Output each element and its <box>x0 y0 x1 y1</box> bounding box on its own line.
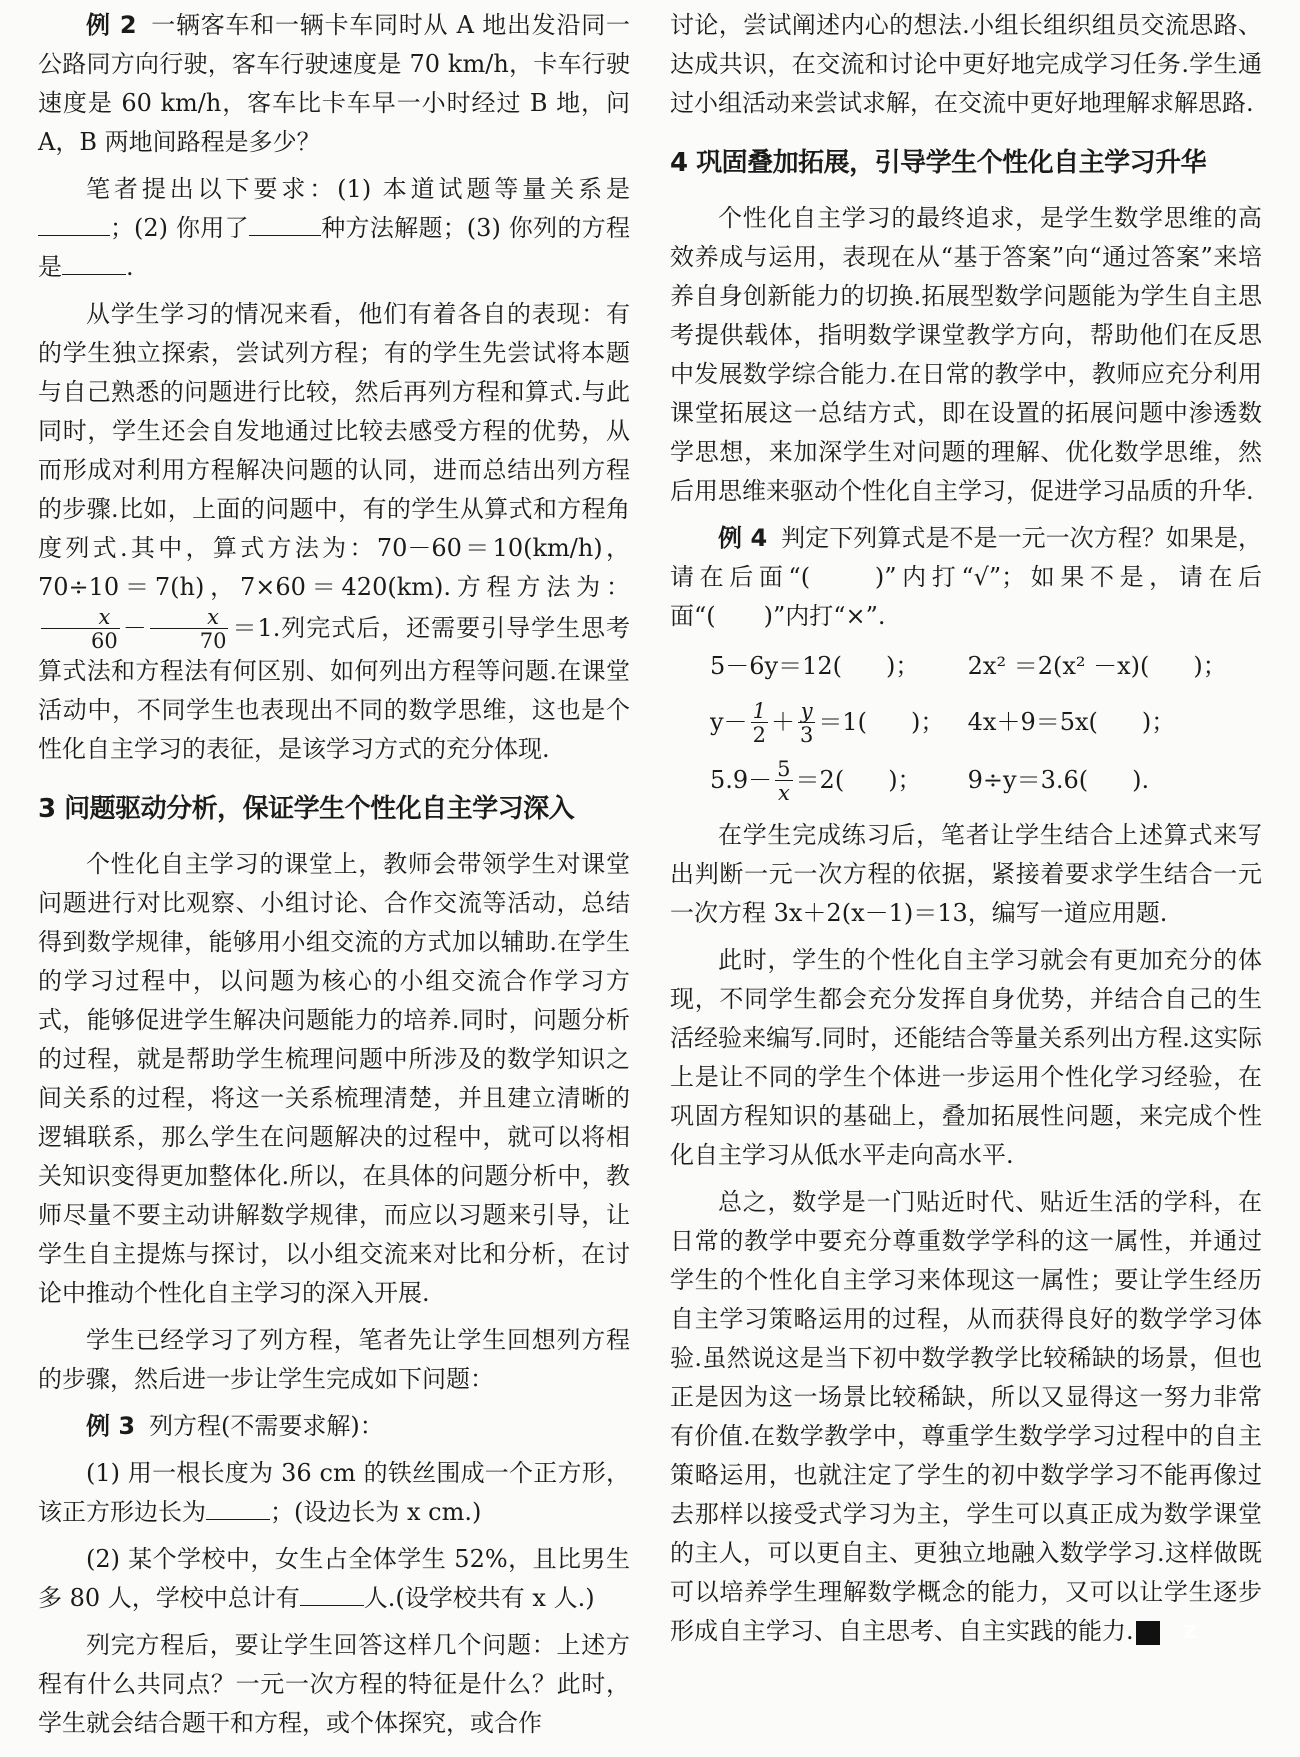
example-2 <box>38 6 630 162</box>
equals-one: ＝1. <box>231 614 281 642</box>
equation-2a <box>710 700 960 746</box>
requirements-text-1: 笔者提出以下要求：(1) 本道试题等量关系是 <box>86 175 630 203</box>
fraction <box>751 701 768 746</box>
fraction-denominator: 70 <box>150 628 229 652</box>
fraction-denominator: 60 <box>41 628 120 652</box>
paren-close: )； <box>910 708 945 736</box>
example-3 <box>38 1407 630 1446</box>
after-example-4-paragraph: 在学生完成练习后，笔者让学生结合上述算式来写出判断一元一次方程的依据，紧接着要求学生结合一元一次方程 3x＋2(x－1)＝13，编写一道应用题. <box>670 821 1262 927</box>
conclusion-paragraph <box>670 1183 1262 1651</box>
fraction-numerator: y <box>800 699 813 723</box>
requirements-text-3: 种方法解题；(3) 你列的方程是 <box>38 214 631 281</box>
equation-text: ＝1( <box>818 708 867 736</box>
example-4 <box>670 519 1262 636</box>
item-2-hint: 人.(设学校共有 x 人.) <box>363 1584 595 1612</box>
plus-sign: ＋ <box>770 708 795 736</box>
fraction <box>41 607 120 652</box>
equation-text: 2x² ＝2(x² －x)( <box>967 652 1150 680</box>
section-3-heading: 3 问题驱动分析，保证学生个性化自主学习深入 <box>38 794 575 824</box>
equation-text: ＝2( <box>795 766 845 794</box>
answer-blank <box>206 1497 270 1520</box>
example-4-label: 例 4 <box>718 524 768 552</box>
conclusion-text: 总之，数学是一门贴近时代、贴近生活的学科，在日常的教学中要充分尊重数学学科的这一属性，并通过学生的个性化自主学习来体现这一属性；要让学生经历自主学习策略运用的过程，从而获得良好的数学学习体验.虽然说这是当下初中数学教学比较稀缺的场景，但也正是因为这一场景比较稀缺，所以又显得这一努力非常有价值.在数学教学中，尊重学生数学学习过程中的自主策略运用，也就注定了学生的初中数学学习不能再像过去那样以接受式学习为主，学生可以真正成为数学课堂的主人，可以更自主、更独立地融入数学学习.这样做既可以培养学生理解数学概念的能力，又可以让学生逐步形成自主学习、自主思考、自主实践的能力. <box>670 1188 1262 1645</box>
example-2-text: 一辆客车和一辆卡车同时从 A 地出发沿同一公路同方向行驶，客车行驶速度是 70 km/h，卡车行驶速度是 60 km/h，客车比卡车早一小时经过 B 地，问 A，B 两地间路程是多少？ <box>38 11 630 156</box>
answer-blank <box>300 1583 364 1606</box>
equation-text: 4x＋9＝5x( <box>967 708 1098 736</box>
example-3-title: 列方程(不需要求解)： <box>149 1412 384 1440</box>
fraction-denominator: 3 <box>799 723 814 747</box>
section-4-paragraph: 个性化自主学习的最终追求，是学生数学思维的高效养成与运用，表现在从“基于答案”向“通过答案”来培养自身创新能力的切换.拓展型数学问题能为学生自主思考提供载体，指明数学课堂教学方向，帮助他们在反思中发展数学综合能力.在日常的教学中，教师应充分利用课堂拓展这一总结方式，即在设置的拓展问题中渗透数学思想，来加深学生对问题的理解、优化数学思维，然后用思维来驱动个性化自主学习，促进学习品质的升华. <box>670 204 1262 505</box>
equation-text: y－ <box>710 708 748 736</box>
example-3-item-2 <box>38 1540 630 1618</box>
equation-text: 5－6y＝12( <box>710 652 842 680</box>
paren-close: )； <box>886 652 920 680</box>
right-column <box>670 6 1262 1659</box>
example-4-text: 判定下列算式是不是一元一次方程？如果是，请在后面“( )”内打“√”；如果不是，请在后面“( )”内打“×”. <box>670 524 1262 630</box>
end-mark-icon: Z <box>1136 1621 1160 1645</box>
requirements-text-2: ；(2) 你用了 <box>110 214 249 242</box>
equation-row-3 <box>710 758 1262 804</box>
paren-close: )； <box>1193 652 1227 680</box>
fraction-numerator: 5 <box>777 757 791 781</box>
fraction <box>150 607 229 652</box>
answer-blank <box>62 252 126 275</box>
equation-1a <box>710 644 960 688</box>
fraction-numerator: x <box>98 605 111 629</box>
equation-text: 9÷y＝3.6( <box>967 766 1089 794</box>
performance-text-2: 列完式后，还需要引导学生思考算式法和方程法有何区别、如何列出方程等问题.在课堂活动中，不同学生也表现出不同的数学思维，这也是个性化自主学习的表征，是该学习方式的充分体现. <box>38 614 630 763</box>
performance-text-1: 从学生学习的情况来看，他们有着各自的表现：有的学生独立探索，尝试列方程；有的学生先尝试将本题与自己熟悉的问题进行比较，然后再列方程和算式.与此同时，学生还会自发地通过比较去感受方程的优势，从而形成对利用方程解决问题的认同，进而总结出列方程的步骤.比如，上面的问题中，有的学生从算式和方程角度列式.其中，算式方法为：70－60＝10(km/h)，70÷10＝7(h)，7×60＝420(km).方程方法为： <box>38 300 630 601</box>
equation-row-1 <box>710 644 1262 688</box>
example-3-label: 例 3 <box>86 1412 136 1440</box>
equation-1b <box>968 644 1227 688</box>
item-2-text: (2) 某个学校中，女生占全体学生 52%，且比男生多 80 人，学校中总计有 <box>38 1545 630 1612</box>
after-paragraph: 列完方程后，要让学生回答这样几个问题：上述方程有什么共同点？一元一次方程的特征是什么？此时，学生就会结合题干和方程，或个体探究，或合作 <box>38 1631 630 1737</box>
minus-sign: － <box>122 614 147 642</box>
paren-close: ). <box>1132 766 1150 794</box>
requirements-text-4: . <box>126 253 134 281</box>
paren-close: )； <box>1141 708 1176 736</box>
fraction-denominator: x <box>775 780 792 804</box>
equation-3a <box>710 758 960 804</box>
left-column <box>38 6 630 1751</box>
item-1-hint: ；(设边长为 x cm.) <box>270 1498 482 1526</box>
paren-close: )； <box>888 766 922 794</box>
equation-text: 5.9－ <box>710 766 773 794</box>
answer-blank <box>249 213 321 236</box>
requirements-paragraph <box>38 170 630 287</box>
example-3-item-1 <box>38 1454 630 1532</box>
fraction <box>775 759 792 804</box>
equation-3b <box>968 758 1149 802</box>
fraction-numerator: x <box>207 605 220 629</box>
section-3-paragraph: 个性化自主学习的课堂上，教师会带领学生对课堂问题进行对比观察、小组讨论、合作交流等活动，总结得到数学规律，能够用小组交流的方式加以辅助.在学生的学习过程中，以问题为核心的小组交流合作学习方式，能够促进学生解决问题能力的培养.同时，问题分析的过程，就是帮助学生梳理问题中所涉及的数学知识之间关系的过程，将这一关系梳理清楚，并且建立清晰的逻辑联系，那么学生在问题解决的过程中，就可以将相关知识变得更加整体化.所以，在具体的问题分析中，教师尽量不要主动讲解数学规律，而应以习题来引导，让学生自主提炼与探讨，以小组交流来对比和分析，在讨论中推动个性化自主学习的深入开展. <box>38 850 630 1307</box>
equation-row-2 <box>710 700 1262 746</box>
now-paragraph: 此时，学生的个性化自主学习就会有更加充分的体现，不同学生都会充分发挥自身优势，并结合自己的生活经验来编写.同时，还能结合等量关系列出方程.这实际上是让不同的学生个体进一步运用个性化学习经验，在巩固方程知识的基础上，叠加拓展性问题，来完成个性化自主学习从低水平走向高水平. <box>670 946 1262 1169</box>
continue-paragraph: 讨论，尝试阐述内心的想法.小组长组织组员交流思路、达成共识，在交流和讨论中更好地完成学习任务.学生通过小组活动来尝试求解，在交流中更好地理解求解思路. <box>670 11 1262 117</box>
answer-blank <box>38 213 110 236</box>
equation-2b <box>968 700 1176 744</box>
fraction-numerator: 1 <box>752 699 766 723</box>
item-1-text: (1) 用一根长度为 36 cm 的铁丝围成一个正方形，该正方形边长为 <box>38 1459 630 1526</box>
fraction-denominator: 2 <box>752 723 766 747</box>
section-4-heading: 4 巩固叠加拓展，引导学生个性化自主学习升华 <box>670 148 1207 178</box>
performance-paragraph <box>38 295 630 769</box>
review-paragraph: 学生已经学习了列方程，笔者先让学生回想列方程的步骤，然后进一步让学生完成如下问题： <box>38 1326 630 1393</box>
example-2-label: 例 2 <box>86 11 137 39</box>
fraction <box>798 701 815 746</box>
